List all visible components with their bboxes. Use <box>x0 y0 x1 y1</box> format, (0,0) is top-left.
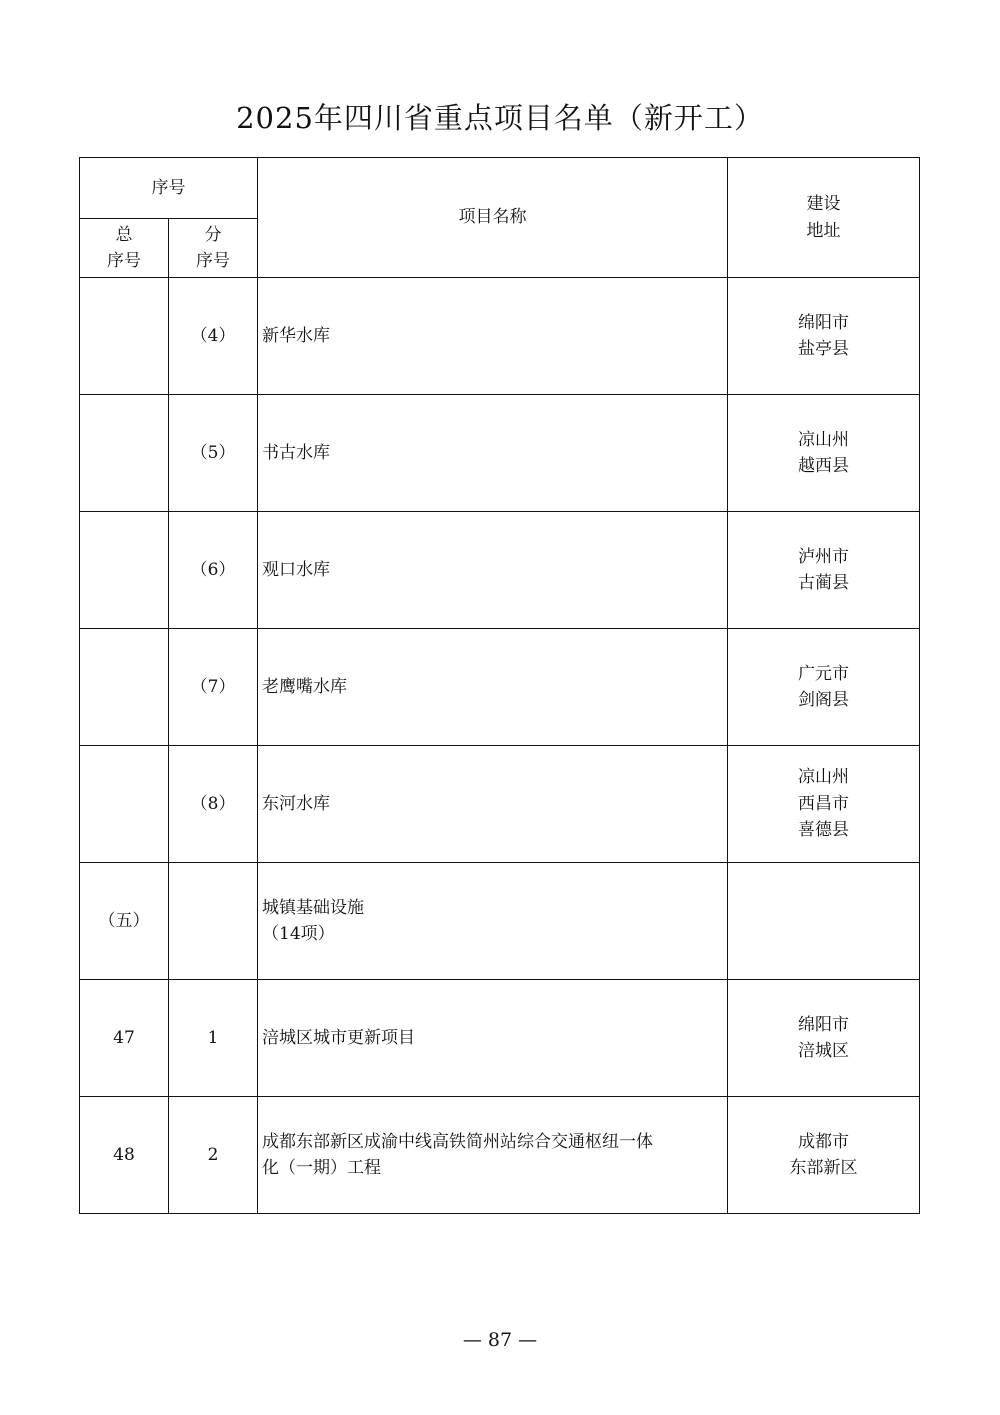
project-name-line: （14项） <box>262 924 335 944</box>
location-line: 广元市 <box>798 663 849 684</box>
total-seq-cell <box>80 395 169 512</box>
header-sub-seq-line: 分 <box>204 224 222 245</box>
table-row <box>80 746 920 863</box>
header-location <box>728 158 920 278</box>
sub-seq-cell: （4） <box>169 278 258 395</box>
location-cell <box>728 746 920 863</box>
location-line: 成都市 <box>798 1131 849 1152</box>
project-name-line: 新华水库 <box>262 325 330 346</box>
location-cell <box>728 512 920 629</box>
location-line: 东部新区 <box>789 1158 858 1178</box>
location-cell <box>728 629 920 746</box>
project-name-cell <box>258 395 728 512</box>
location-line: 古蔺县 <box>798 573 849 593</box>
project-name-cell <box>258 512 728 629</box>
table-row <box>80 980 920 1097</box>
total-seq-cell: 48 <box>80 1097 169 1214</box>
sub-seq-cell: （7） <box>169 629 258 746</box>
table-row <box>80 395 920 512</box>
table-row <box>80 1097 920 1214</box>
project-name-cell <box>258 278 728 395</box>
table-row <box>80 512 920 629</box>
total-seq-cell: （五） <box>80 863 169 980</box>
project-name-line: 东河水库 <box>262 793 330 814</box>
location-cell <box>728 395 920 512</box>
location-cell <box>728 863 920 980</box>
header-total-seq <box>80 219 169 278</box>
total-seq-cell <box>80 629 169 746</box>
page-number: — 87 — <box>462 1329 538 1351</box>
project-name-line: 书古水库 <box>262 442 330 463</box>
sub-seq-cell: 1 <box>169 980 258 1097</box>
header-seq-group: 序号 <box>80 158 258 219</box>
location-line: 喜德县 <box>798 820 849 841</box>
location-line: 绵阳市 <box>798 312 849 333</box>
project-name-line: 化（一期）工程 <box>262 1158 381 1178</box>
location-line: 西昌市 <box>798 793 849 814</box>
header-total-seq-line: 序号 <box>107 251 141 271</box>
header-project-name: 项目名称 <box>258 158 728 278</box>
table-row <box>80 278 920 395</box>
project-name-cell <box>258 746 728 863</box>
sub-seq-cell: （5） <box>169 395 258 512</box>
total-seq-cell <box>80 512 169 629</box>
sub-seq-cell: 2 <box>169 1097 258 1214</box>
project-name-line: 涪城区城市更新项目 <box>262 1027 415 1048</box>
table-row <box>80 629 920 746</box>
page-title: 2025年四川省重点项目名单（新开工） <box>236 101 764 135</box>
location-line: 越西县 <box>798 456 849 476</box>
header-total-seq-line: 总 <box>115 224 133 245</box>
location-line: 盐亭县 <box>798 339 849 359</box>
location-cell <box>728 1097 920 1214</box>
total-seq-cell <box>80 746 169 863</box>
location-line: 泸州市 <box>798 546 849 567</box>
sub-seq-cell: （8） <box>169 746 258 863</box>
project-name-line: 成都东部新区成渝中线高铁简州站综合交通枢纽一体 <box>262 1131 653 1152</box>
location-line: 凉山州 <box>798 767 849 788</box>
location-cell <box>728 980 920 1097</box>
location-cell <box>728 278 920 395</box>
header-sub-seq-line: 序号 <box>196 251 230 271</box>
total-seq-cell: 47 <box>80 980 169 1097</box>
project-table <box>79 157 920 1214</box>
project-name-line: 城镇基础设施 <box>262 897 364 918</box>
project-name-line: 观口水库 <box>262 559 330 580</box>
project-name-cell <box>258 629 728 746</box>
project-name-line: 老鹰嘴水库 <box>262 676 347 697</box>
total-seq-cell <box>80 278 169 395</box>
location-line: 剑阁县 <box>798 690 849 710</box>
project-name-cell <box>258 863 728 980</box>
table-row <box>80 863 920 980</box>
sub-seq-cell: （6） <box>169 512 258 629</box>
header-sub-seq <box>169 219 258 278</box>
project-name-cell <box>258 980 728 1097</box>
location-line: 绵阳市 <box>798 1014 849 1035</box>
sub-seq-cell <box>169 863 258 980</box>
header-location-line: 建设 <box>806 194 841 215</box>
project-name-cell <box>258 1097 728 1214</box>
header-location-line: 地址 <box>806 220 841 241</box>
location-line: 凉山州 <box>798 429 849 450</box>
location-line: 涪城区 <box>798 1041 849 1061</box>
